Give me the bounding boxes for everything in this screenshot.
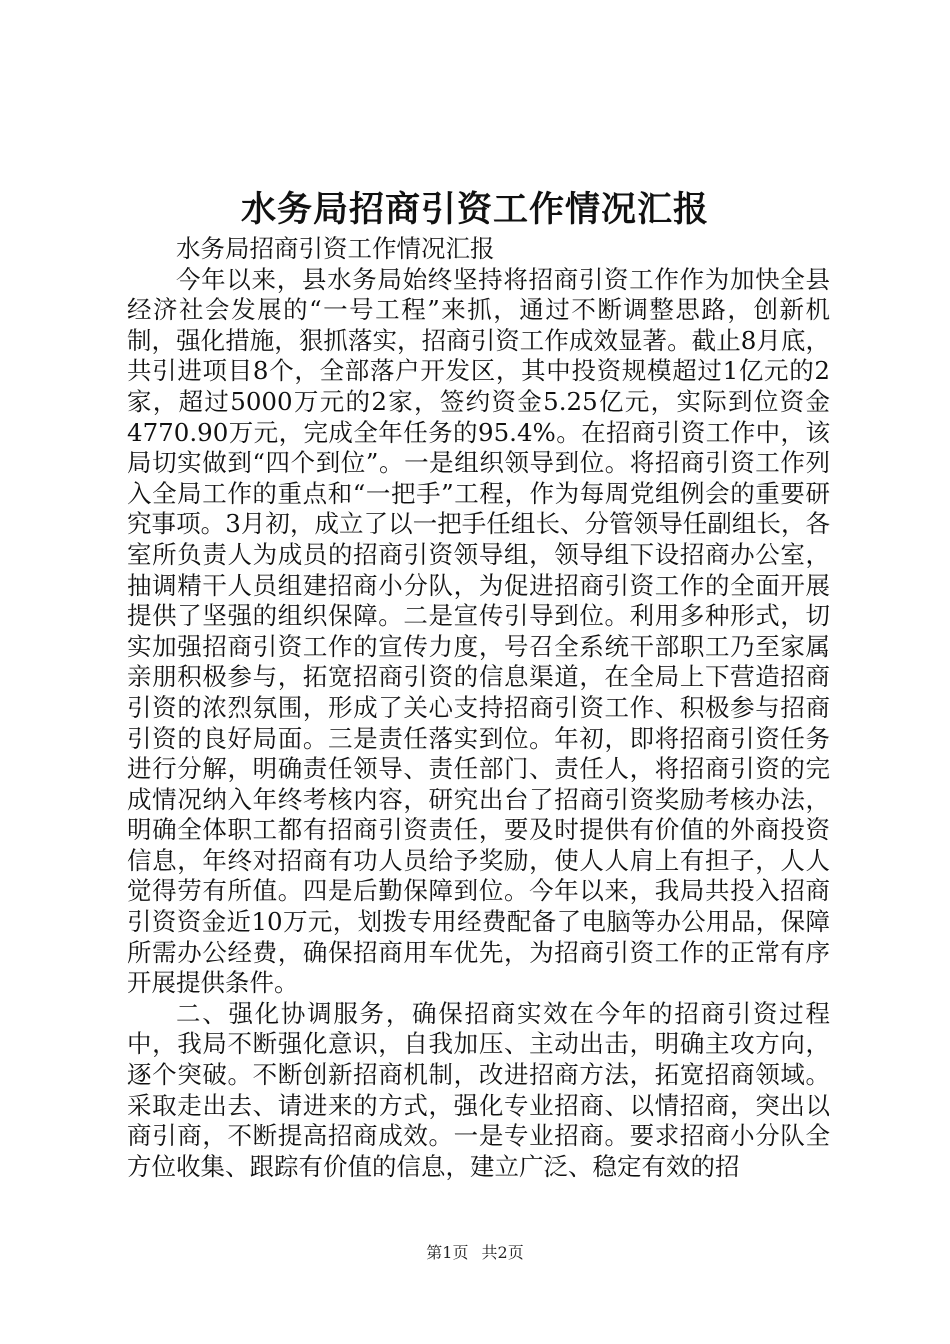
body-paragraph-subtitle: 水务局招商引资工作情况汇报 xyxy=(176,234,495,263)
page-footer xyxy=(0,1242,950,1264)
page-total: 共2页 xyxy=(481,1243,524,1262)
page-number: 第1页 xyxy=(426,1243,469,1262)
document-body xyxy=(127,234,830,1182)
body-paragraph-1: 今年以来，县水务局始终坚持将招商引资工作作为加快全县经济社会发展的“一号工程”来抓，通过不断调整思路，创新机制，强化措施，狠抓落实，招商引资工作成效显著。截止8月底，共引进项目8个，全部落户开发区，其中投资规模超过1亿元的2家，超过5000万元的2家，签约资金5.25亿元，实际到位资金4770.90万元，完成全年任务的95.4%。在招商引资工作中，该局切实做到“四个到位”。一是组织领导到位。将招商引资工作列入全局工作的重点和“一把手”工程，作为每周党组例会的重要研究事项。3月初，成立了以一把手任组长、分管领导任副组长，各室所负责人为成员的招商引资领导组，领导组下设招商办公室，抽调精干人员组建招商小分队，为促进招商引资工作的全面开展提供了坚强的组织保障。二是宣传引导到位。利用多种形式，切实加强招商引资工作的宣传力度，号召全系统干部职工乃至家属亲朋积极参与，拓宽招商引资的信息渠道，在全局上下营造招商引资的浓烈氛围，形成了关心支持招商引资工作、积极参与招商引资的良好局面。三是责任落实到位。年初，即将招商引资任务进行分解，明确责任领导、责任部门、责任人，将招商引资的完成情况纳入年终考核内容，研究出台了招商引资奖励考核办法，明确全体职工都有招商引资责任，要及时提供有价值的外商投资信息，年终对招商有功人员给予奖励，使人人肩上有担子，人人觉得劳有所值。四是后勤保障到位。今年以来，我局共投入招商引资资金近10万元，划拨专用经费配备了电脑等办公用品，保障所需办公经费，确保招商用车优先，为招商引资工作的正常有序开展提供条件。 xyxy=(127,264,830,998)
document-title: 水务局招商引资工作情况汇报 xyxy=(240,189,709,230)
body-paragraph-2: 二、强化协调服务，确保招商实效在今年的招商引资过程中，我局不断强化意识，自我加压、主动出击，明确主攻方向，逐个突破。不断创新招商机制，改进招商方法，拓宽招商领域。采取走出去、请进来的方式，强化专业招商、以情招商，突出以商引商，不断提高招商成效。一是专业招商。要求招商小分队全方位收集、跟踪有价值的信息，建立广泛、稳定有效的招 xyxy=(127,998,830,1181)
